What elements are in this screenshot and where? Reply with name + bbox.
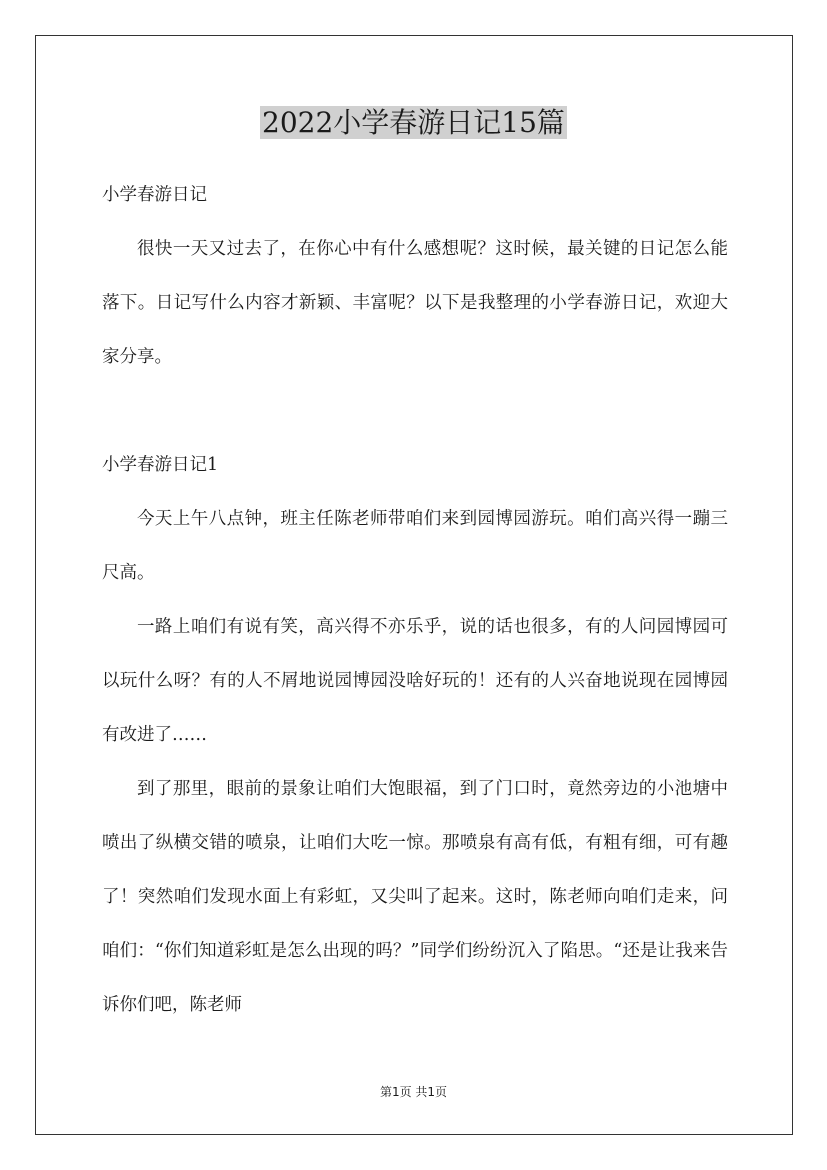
body-paragraph: 今天上午八点钟，班主任陈老师带咱们来到园博园游玩。咱们高兴得一蹦三尺高。 <box>102 509 728 583</box>
body-paragraph: 到了那里，眼前的景象让咱们大饱眼福，到了门口时，竟然旁边的小池塘中喷出了纵横交错的喷泉，让咱们大吃一惊。那喷泉有高有低，有粗有细，可有趣了！突然咱们发现水面上有彩虹，又尖叫了起来。这时，陈老师向咱们走来，问咱们：“你们知道彩虹是怎么出现的吗？”同学们纷纷沉入了陷思。“还是让我来告诉你们吧，陈老师 <box>102 779 728 1015</box>
document-title <box>0 103 827 143</box>
section-spacer <box>102 384 728 438</box>
intro-heading: 小学春游日记 <box>102 185 207 205</box>
document-body <box>102 168 728 1032</box>
section-heading: 小学春游日记1 <box>102 455 219 475</box>
page-number-footer: 第1页 共1页 <box>379 1085 448 1099</box>
intro-paragraph: 很快一天又过去了，在你心中有什么感想呢？这时候，最关键的日记怎么能落下。日记写什么内容才新颖、丰富呢？以下是我整理的小学春游日记，欢迎大家分享。 <box>102 239 728 367</box>
document-title-text: 2022小学春游日记15篇 <box>262 106 565 139</box>
body-paragraph: 一路上咱们有说有笑，高兴得不亦乐乎，说的话也很多，有的人问园博园可以玩什么呀？有的人不屑地说园博园没啥好玩的！还有的人兴奋地说现在园博园有改进了…… <box>102 617 728 745</box>
